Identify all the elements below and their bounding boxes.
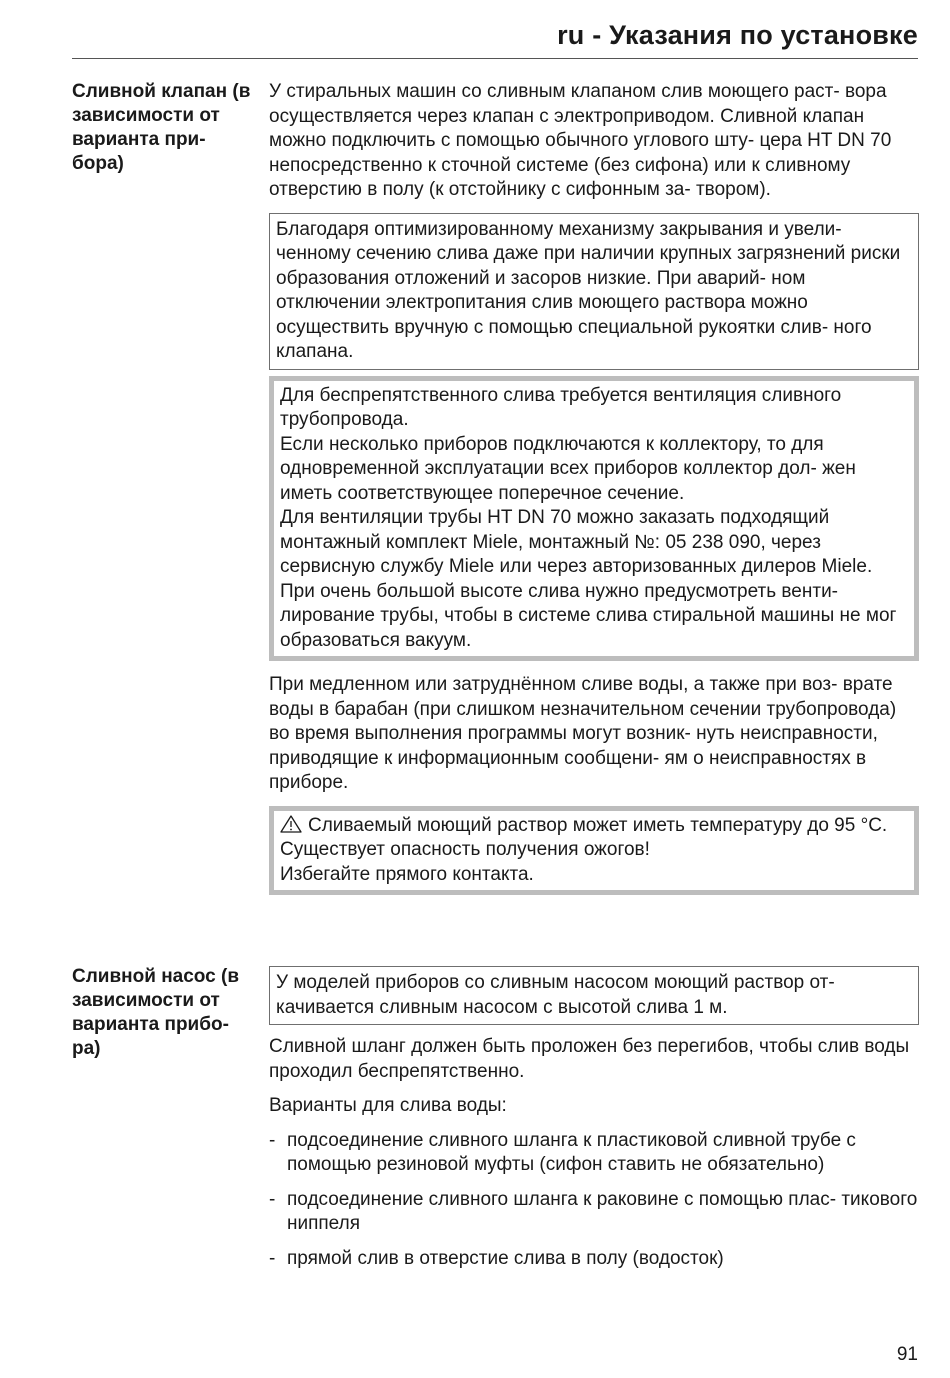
options-intro: Варианты для слива воды:: [269, 1095, 507, 1116]
header-divider: [72, 58, 918, 59]
section-drain-valve: [269, 80, 919, 895]
info-line: Если несколько приборов подключаются к коллектору, то для одновременной эксплуатации всех приборов коллектор дол- жен иметь соответствующее поперечное сечение.: [280, 433, 856, 504]
list-dash: -: [269, 1188, 276, 1210]
page-number: 91: [896, 1344, 918, 1365]
info-box: [269, 376, 919, 662]
list-dash: -: [269, 1247, 276, 1269]
info-line: Для беспрепятственного слива требуется вентиляция сливного трубопровода.: [280, 384, 842, 430]
section-heading-drain-pump: Сливной насос (в зависимости от варианта прибо- ра): [72, 966, 240, 1059]
warning-line: Избегайте прямого контакта.: [280, 863, 534, 885]
warning-text: Сливаемый моющий раствор может иметь температуру до 95 °C. Существует опасность получения ожогов!: [280, 814, 888, 860]
info-line: При очень большой высоте слива нужно предусмотреть венти- лирование трубы, чтобы в системе слива стиральной машины не мог образоваться вакуум.: [280, 580, 897, 651]
section-drain-pump: [269, 966, 919, 1281]
page-header-title: ru - Указания по установке: [557, 20, 918, 50]
section-heading-drain-valve: Сливной клапан (в зависимости от варианта при- бора): [72, 81, 251, 174]
info-line: Для вентиляции трубы HT DN 70 можно заказать подходящий монтажный комплект Miele, монтажный №: 05 238 090, через сервисную службу Miele или через авторизованных дилеров Miele.: [280, 507, 873, 577]
list-item: - подсоединение сливного шланга к пластиковой сливной трубе с помощью резиновой муфты (сифон ставить не обязательно): [269, 1129, 856, 1175]
body-paragraph: При медленном или затруднённом сливе воды, а также при воз- врате воды в барабан (при слишком незначительном сечении трубопровода) во время выполнения программы могут возник- нуть неисправности, приводящие к информационным сообщени- ям о неисправностях в приборе.: [269, 674, 897, 793]
warning-box: [269, 806, 919, 896]
note-box: Благодаря оптимизированному механизму закрывания и увели- ченному сечению слива даже при наличии крупных загрязнений риски образования отложений и засоров низкие. При аварий- ном отключении электропитания слив моющего раствора можно осуществить вручную с помощью специальной рукоятки слив- ного клапана.: [269, 213, 919, 370]
list-item: - подсоединение сливного шланга к раковине с помощью плас- тикового ниппеля: [269, 1188, 918, 1234]
hose-paragraph: Сливной шланг должен быть проложен без перегибов, чтобы слив воды проходил беспрепятственно.: [269, 1036, 910, 1082]
drain-options-list: [269, 1129, 919, 1272]
warning-line: [280, 814, 908, 863]
list-dash: -: [269, 1129, 276, 1151]
warning-triangle-icon: [280, 815, 302, 833]
pump-note-box: У моделей приборов со сливным насосом моющий раствор от- качивается сливным насосом с высотой слива 1 м.: [269, 966, 919, 1025]
list-item: - прямой слив в отверстие слива в полу (водосток): [269, 1247, 919, 1272]
intro-paragraph: У стиральных машин со сливным клапаном слив моющего раст- вора осуществляется через клапан с электроприводом. Сливной клапан можно подключить с помощью обычного углового шту- цера HT DN 70 непосредственно к сточной системе (без сифона) или к сливному отверстию в полу (к отстойнику с сифонным за- твором).: [269, 81, 892, 200]
